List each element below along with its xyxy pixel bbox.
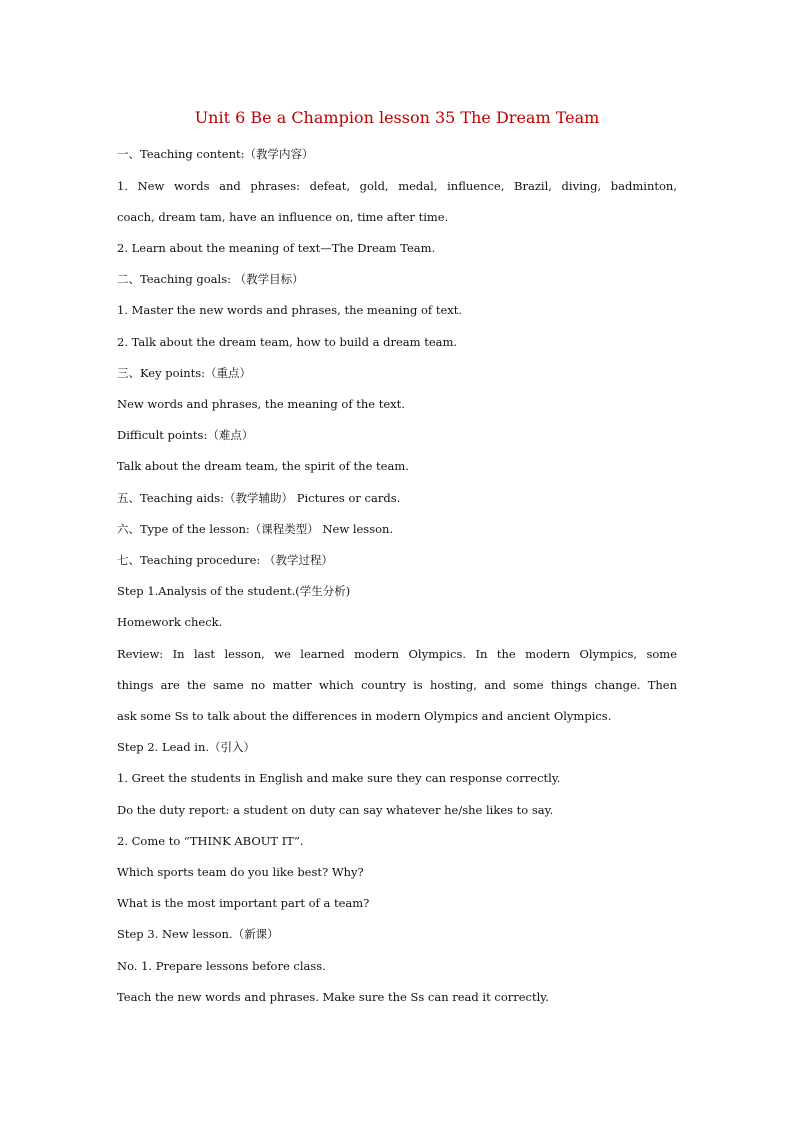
step-heading: Step 3. New lesson.（新课） bbox=[117, 927, 279, 941]
section-heading-aids: 五、Teaching aids:（教学辅助） Pictures or cards. bbox=[117, 491, 401, 505]
text-line: ask some Ss to talk about the differences in modern Olympics and ancient Olympics. bbox=[117, 709, 612, 723]
text-line: Do the duty report: a student on duty can say whatever he/she likes to say. bbox=[117, 803, 554, 817]
section-heading-goals: 二、Teaching goals: （教学目标） bbox=[117, 272, 304, 286]
text-line: Which sports team do you like best? Why? bbox=[117, 865, 364, 879]
text-line: Talk about the dream team, the spirit of the team. bbox=[117, 459, 409, 473]
text-line: 1. Greet the students in English and make sure they can response correctly. bbox=[117, 771, 561, 785]
text-line: 2. Talk about the dream team, how to build a dream team. bbox=[117, 335, 458, 349]
text-line: things are the same no matter which country is hosting, and some things change. Then bbox=[117, 678, 677, 692]
section-heading-difficult-points: Difficult points:（难点） bbox=[117, 428, 254, 442]
document-title: Unit 6 Be a Champion lesson 35 The Dream Team bbox=[194, 108, 600, 127]
text-line: 2. Come to “THINK ABOUT IT”. bbox=[117, 834, 304, 848]
text-line: 1. Master the new words and phrases, the meaning of text. bbox=[117, 303, 463, 317]
text-line: coach, dream tam, have an influence on, time after time. bbox=[117, 210, 449, 224]
section-heading-type: 六、Type of the lesson:（课程类型） New lesson. bbox=[117, 522, 394, 536]
text-line: Homework check. bbox=[117, 615, 223, 629]
text-line: No. 1. Prepare lessons before class. bbox=[117, 959, 326, 973]
step-heading: Step 2. Lead in.（引入） bbox=[117, 740, 256, 754]
text-line: Teach the new words and phrases. Make sure the Ss can read it correctly. bbox=[117, 990, 549, 1004]
section-heading-key-points: 三、Key points:（重点） bbox=[117, 366, 252, 380]
text-line: Review: In last lesson, we learned modern Olympics. In the modern Olympics, some bbox=[117, 647, 677, 661]
section-heading-content: 一、Teaching content:（教学内容） bbox=[117, 147, 314, 161]
text-line: 2. Learn about the meaning of text—The Dream Team. bbox=[117, 241, 436, 255]
step-heading: Step 1.Analysis of the student.(学生分析) bbox=[117, 584, 351, 598]
text-line: 1. New words and phrases: defeat, gold, medal, influence, Brazil, diving, badminton, bbox=[117, 179, 677, 193]
text-line: What is the most important part of a team? bbox=[117, 896, 370, 910]
text-line: New words and phrases, the meaning of the text. bbox=[117, 397, 405, 411]
section-heading-procedure: 七、Teaching procedure: （教学过程） bbox=[117, 553, 334, 567]
